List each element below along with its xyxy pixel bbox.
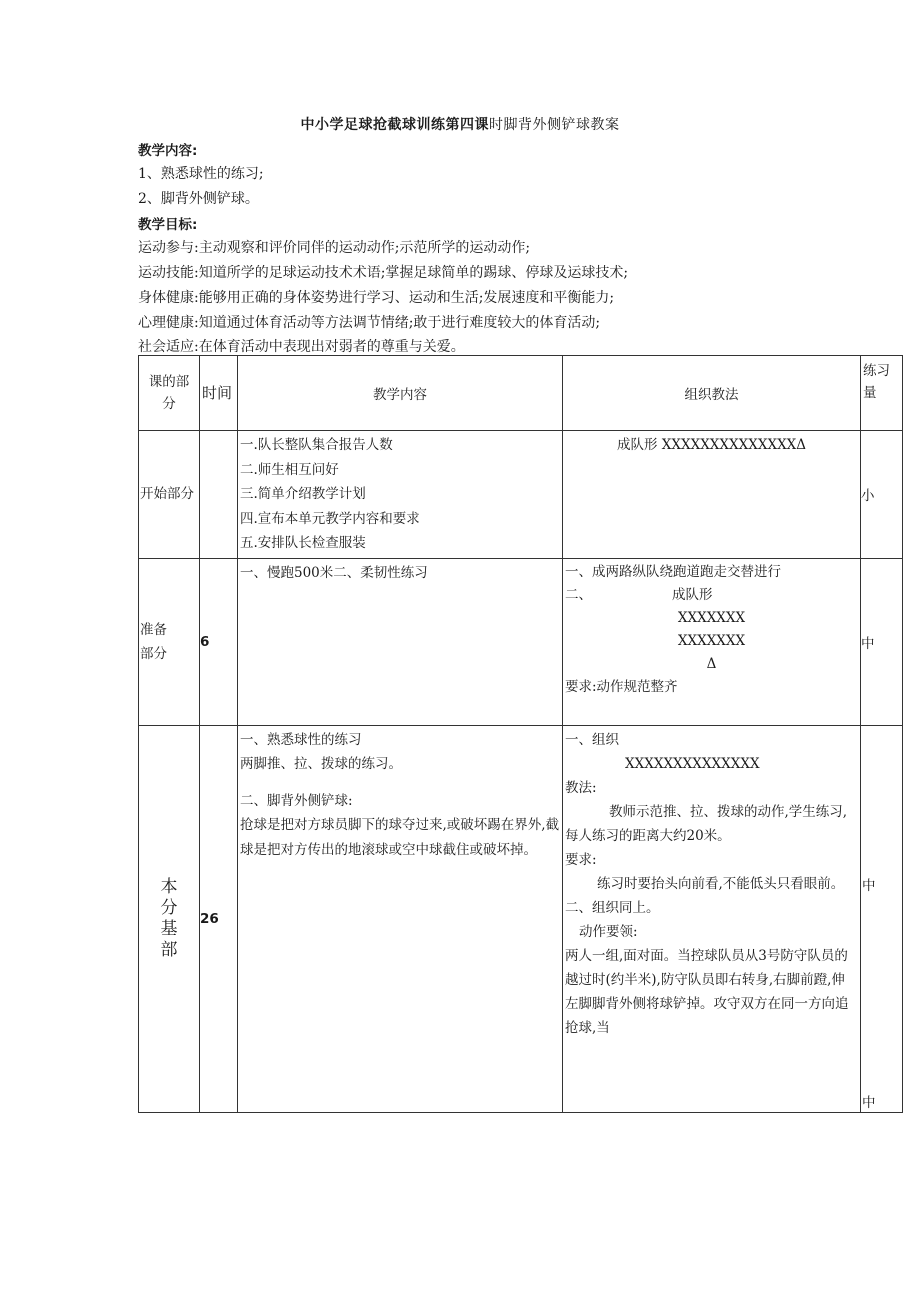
method-paragraph: 两人一组,面对面。当控球队员从3号防守队员的越过时(约半米),防守队员即右转身,右脚前蹬,伸左脚脚背外侧将球铲掉。攻守双方在同一方向追抢球,当 xyxy=(565,947,849,1036)
load-start: 小 xyxy=(861,431,903,559)
goals-heading: 教学目标: xyxy=(138,217,198,233)
lesson-plan-table xyxy=(138,355,903,1113)
formation-line: XXXXXXXXXXXXXX xyxy=(625,755,760,772)
goal-mental: 心理健康:知道通过体育活动等方法调节情绪;敢于进行难度较大的体育活动; xyxy=(138,315,601,331)
goal-social: 社会适应:在体育活动中表现出对弱者的尊重与关爱。 xyxy=(138,339,465,355)
formation-row-1: XXXXXXX xyxy=(677,609,746,626)
method-line: 一、组织 xyxy=(565,731,619,748)
header-part: 课的部分 xyxy=(139,356,200,431)
title-rest-part: 时脚背外侧铲球教案 xyxy=(489,117,620,133)
header-load: 练习量 xyxy=(861,356,903,431)
content-line: 二.师生相互问好 xyxy=(240,461,339,478)
part-start: 开始部分 xyxy=(139,431,200,559)
load-prep: 中 xyxy=(861,558,903,725)
content-line: 五.安排队长检查服装 xyxy=(240,535,366,551)
part-main: 本分基部 xyxy=(139,725,200,1112)
content-line: 二、脚背外侧铲球: xyxy=(240,792,353,809)
content-item-1: 1、熟悉球性的练习; xyxy=(138,166,264,182)
header-method: 组织教法 xyxy=(563,356,861,431)
table-row xyxy=(139,558,903,725)
formation-line: 成队形 XXXXXXXXXXXXXXΔ xyxy=(616,437,807,453)
title-bold-part: 中小学足球抢截球训练第四课 xyxy=(300,117,489,133)
method-line: 要求:动作规范整齐 xyxy=(565,678,678,695)
content-line: 一.队长整队集合报告人数 xyxy=(240,437,393,453)
content-heading: 教学内容: xyxy=(138,143,198,159)
goal-health: 身体健康:能够用正确的身体姿势进行学习、运动和生活;发展速度和平衡能力; xyxy=(138,290,615,306)
time-main: 26 xyxy=(200,725,238,1112)
method-line: 一、成两路纵队绕跑道跑走交替进行 xyxy=(565,563,781,580)
load-main xyxy=(861,725,903,1112)
content-line: 四.宣布本单元教学内容和要求 xyxy=(240,510,420,527)
table-row xyxy=(139,725,903,1112)
content-prep xyxy=(238,558,563,725)
content-line: 两脚推、拉、拨球的练习。 xyxy=(240,756,402,772)
method-prep xyxy=(563,558,861,725)
method-line: 二、 成队形 xyxy=(565,586,713,603)
table-row xyxy=(139,431,903,559)
document-title xyxy=(0,114,920,134)
method-start xyxy=(563,431,861,559)
content-line: 三.简单介绍教学计划 xyxy=(240,486,366,502)
header-time: 时间 xyxy=(200,356,238,431)
load-main-2: 中 xyxy=(862,1094,876,1111)
method-main xyxy=(563,725,861,1112)
method-line: 要求: xyxy=(565,851,597,868)
content-paragraph: 抢球是把对方球员脚下的球夺过来,或破坏踢在界外,截球是把对方传出的地滚球或空中球截住或破坏掉。 xyxy=(240,817,560,858)
time-start xyxy=(200,431,238,559)
content-line: 一、熟悉球性的练习 xyxy=(240,731,362,748)
goal-participation: 运动参与:主动观察和评价同伴的运动动作;示范所学的运动动作; xyxy=(138,240,531,256)
table-header-row xyxy=(139,356,903,431)
formation-row-2: XXXXXXX xyxy=(677,632,746,649)
teacher-marker: Δ xyxy=(706,655,717,672)
time-prep: 6 xyxy=(200,558,238,725)
method-line: 教法: xyxy=(565,779,597,796)
method-paragraph: 练习时要抬头向前看,不能低头只看眼前。 xyxy=(597,875,845,892)
content-start xyxy=(238,431,563,559)
content-item-2: 2、脚背外侧铲球。 xyxy=(138,191,259,207)
content-main xyxy=(238,725,563,1112)
header-content: 教学内容 xyxy=(238,356,563,431)
goal-skills: 运动技能:知道所学的足球运动技术术语;掌握足球简单的踢球、停球及运球技术; xyxy=(138,265,629,281)
content-line: 一、慢跑500米二、柔韧性练习 xyxy=(240,564,428,581)
part-prep: 准备部分 xyxy=(139,558,200,725)
method-line: 动作要领: xyxy=(579,923,638,940)
method-line: 二、组织同上。 xyxy=(565,899,660,916)
method-paragraph: 教师示范推、拉、拨球的动作,学生练习,每人练习的距离大约20米。 xyxy=(565,803,848,844)
load-main-1: 中 xyxy=(862,877,876,894)
